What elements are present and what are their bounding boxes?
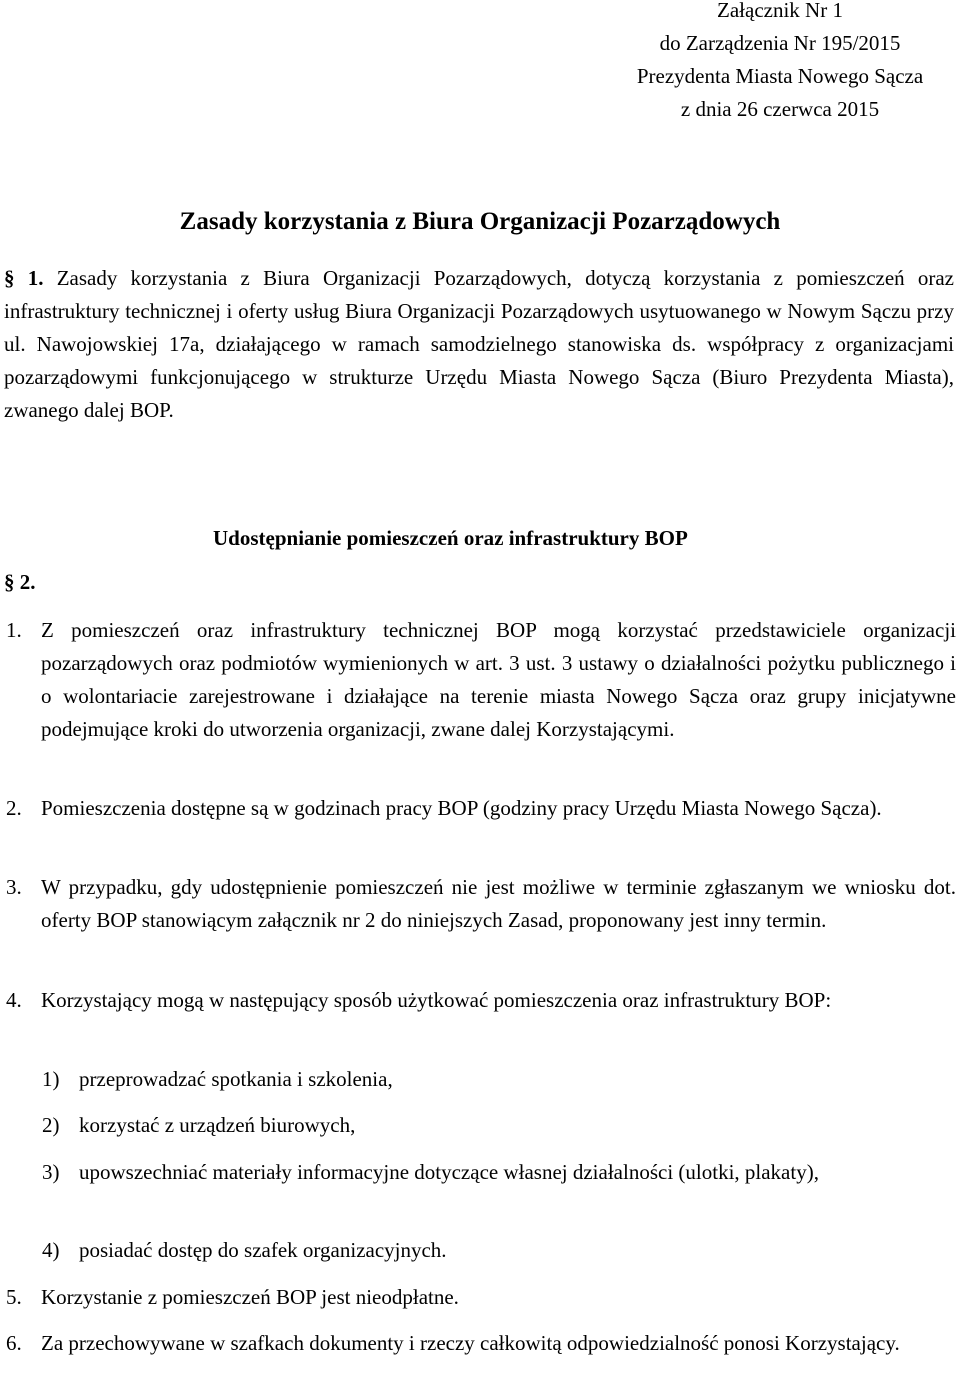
- list-item: [6, 871, 956, 937]
- list-item-text: Korzystający mogą w następujący sposób użytkować pomieszczenia oraz infrastruktury BOP:: [41, 988, 832, 1012]
- list-item: [6, 1327, 956, 1360]
- list-item-text: W przypadku, gdy udostępnienie pomieszczeń nie jest możliwe w terminie zgłaszanym we wniosku dot. oferty BOP stanowiącym załącznik nr 2 do niniejszych Zasad, proponowany jest inny termin.: [41, 875, 956, 932]
- list-item-number: 5.: [6, 1285, 22, 1309]
- list-item-number: 6.: [6, 1331, 22, 1355]
- list-item-text: Za przechowywane w szafkach dokumenty i rzeczy całkowitą odpowiedzialność ponosi Korzystający.: [41, 1331, 900, 1355]
- sub-list-item-number: 3): [42, 1160, 60, 1184]
- list-item-text: Korzystanie z pomieszczeń BOP jest nieodpłatne.: [41, 1285, 459, 1309]
- sub-list-item: [42, 1234, 954, 1267]
- list-item: [6, 792, 956, 825]
- annex-line-3: Prezydenta Miasta Nowego Sącza: [636, 64, 924, 88]
- sub-list-item-number: 4): [42, 1238, 60, 1262]
- list-item-text: Z pomieszczeń oraz infrastruktury technicznej BOP mogą korzystać przedstawiciele organizacji pozarządowych oraz podmiotów wymienionych w art. 3 ust. 3 ustawy o działalności pożytku publicznego i o wolontariacie zarejestrowane i działające na terenie miasta Nowego Sącza oraz grupy inicjatywne podejmujące kroki do utworzenia organizacji, zwane dalej Korzystającymi.: [41, 618, 956, 741]
- list-item-text: Pomieszczenia dostępne są w godzinach pracy BOP (godziny pracy Urzędu Miasta Nowego Sącza).: [41, 796, 882, 820]
- section-1-number: § 1.: [4, 266, 44, 290]
- annex-line-2: do Zarządzenia Nr 195/2015: [659, 31, 901, 55]
- list-item: [6, 614, 956, 746]
- list-item-number: 3.: [6, 875, 22, 899]
- sub-list-item-text: przeprowadzać spotkania i szkolenia,: [79, 1067, 393, 1091]
- annex-line-4: z dnia 26 czerwca 2015: [680, 97, 880, 121]
- list-item-number: 4.: [6, 988, 22, 1012]
- annex-header: [600, 0, 960, 126]
- document-title: Zasady korzystania z Biura Organizacji Pozarządowych: [179, 208, 781, 235]
- list-item-number: 2.: [6, 796, 22, 820]
- sub-list-item: [42, 1156, 954, 1189]
- annex-line-1: Załącznik Nr 1: [717, 0, 843, 22]
- sub-list-item-number: 2): [42, 1113, 60, 1137]
- sub-list-item-text: posiadać dostęp do szafek organizacyjnych.: [79, 1238, 447, 1262]
- section-2-heading: Udostępnianie pomieszczeń oraz infrastruktury BOP: [213, 526, 688, 550]
- list-item-number: 1.: [6, 618, 22, 642]
- sub-list-item-number: 1): [42, 1067, 60, 1091]
- section-2-number: § 2.: [4, 570, 36, 594]
- section-1-paragraph: [4, 262, 954, 427]
- list-item: [6, 984, 956, 1017]
- section-1-text: Zasady korzystania z Biura Organizacji Pozarządowych, dotyczą korzystania z pomieszczeń oraz infrastruktury technicznej i oferty usług Biura Organizacji Pozarządowych usytuowanego w Nowym Sączu przy ul. Nawojowskiej 17a, działającego w ramach samodzielnego stanowiska ds. współpracy z organizacjami pozarządowymi funkcjonującego w strukturze Urzędu Miasta Nowego Sącza (Biuro Prezydenta Miasta), zwanego dalej BOP.: [4, 266, 955, 422]
- list-item: [6, 1281, 956, 1314]
- sub-list-item: [42, 1063, 954, 1096]
- sub-list-item-text: korzystać z urządzeń biurowych,: [79, 1113, 356, 1137]
- sub-list-item-text: upowszechniać materiały informacyjne dotyczące własnej działalności (ulotki, plakaty),: [79, 1160, 819, 1184]
- sub-list-item: [42, 1109, 954, 1142]
